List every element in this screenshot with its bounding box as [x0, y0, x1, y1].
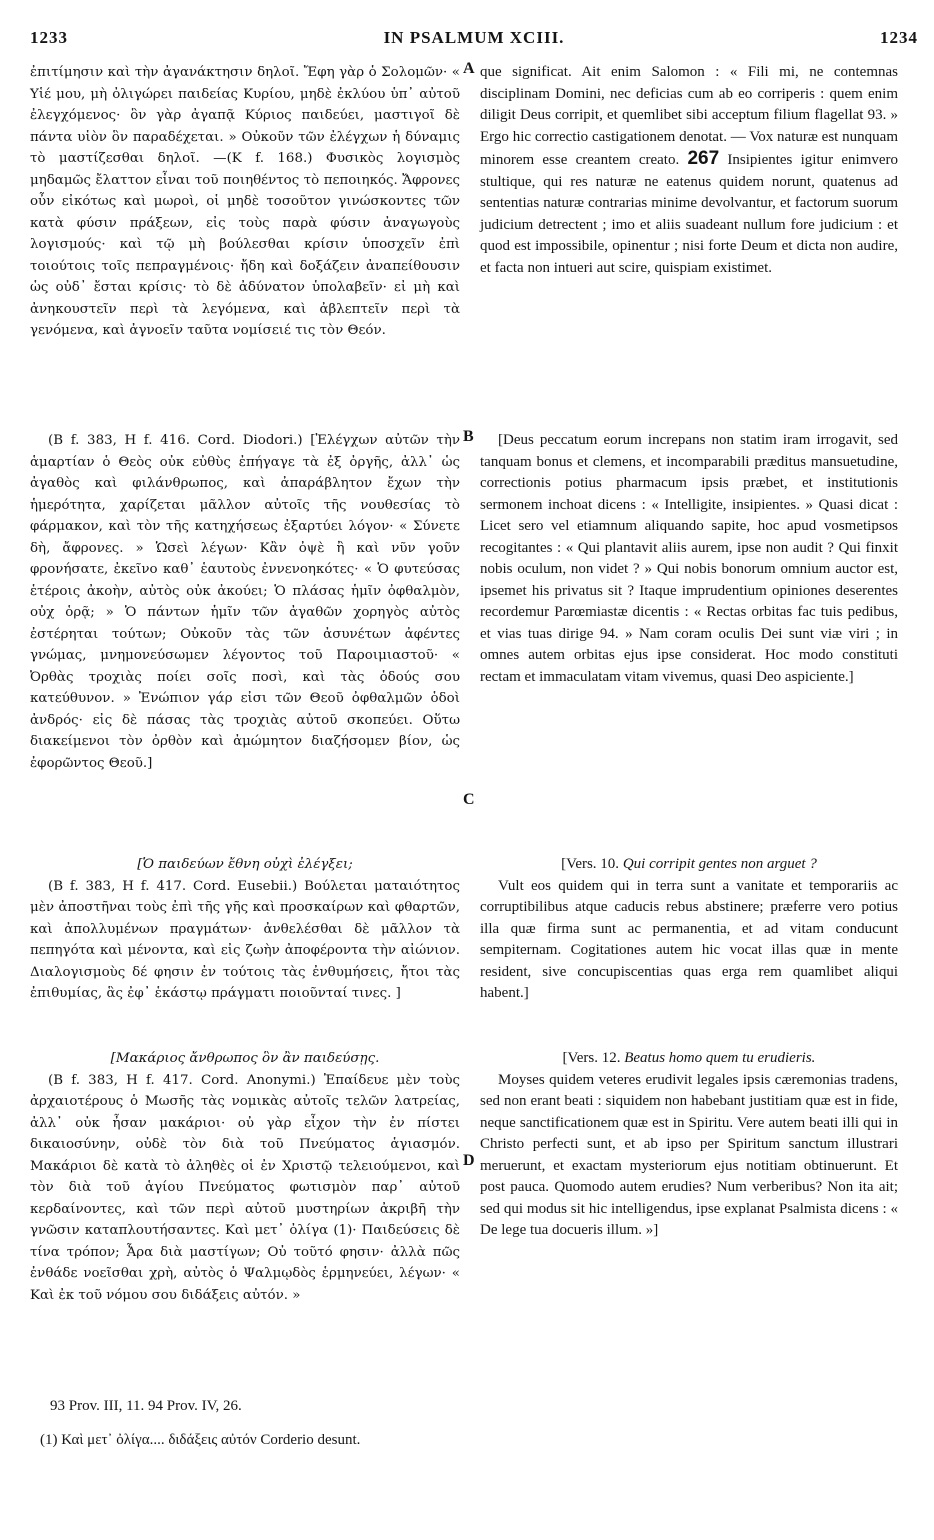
verse-ref: [Vers. 12.	[562, 1050, 621, 1066]
left-page-number: 1233	[30, 28, 68, 47]
page-header	[30, 28, 918, 54]
greek-verse-heading: [Μακάριος ἄνθρωπος ὃν ἂν παιδεύσῃς.	[110, 1051, 380, 1066]
greek-paragraph: (B f. 383, H f. 416. Cord. Diodori.) [Ἐλέγχων αὐτῶν τὴν ἁμαρτίαν ὁ Θεὸς οὐκ εὐθὺς ἐπήγαγε τὰ ἐξ ὀργῆς, ἀλλ᾿ ὡς ἀγαθὸς καὶ φιλάνθρωπος, καὶ ἀπαράβλητον ἔχων τὴν ἡμερότητα, χαρίζεται μᾶλλον αὐτοῖς τῆς νουθεσίας τὸ φάρμακον, καὶ τὸν τῆς κατηχήσεως ἐξαρτύει λόγον· « Σύνετε δὴ, ἄφρονες. » Ὡσεὶ λέγων· Κἂν ὀψὲ ἢ καὶ νῦν γοῦν φρονήσατε, ἐκεῖνο καθ᾿ ἑαυτοὺς ἐννενοηκότες· « Ὁ φυτεύσας ἑτέροις ἀκοὴν, αὐτὸς οὐκ ἀκούει; Ὁ πλάσας ἡμῖν ὀφθαλμὸν, οὐχ ὁρᾷ; » Ὁ πάντων ἡμῖν τῶν ἀγαθῶν χορηγὸς αὐτὸς ἐστέρηται τούτων; Οὐκοῦν τὰς τῶν ἀσυνέτων ἀφέντες γνώμας, μνημονεύσωμεν λέγοντος τοῦ Παροιμιαστοῦ· « Ὀρθὰς τροχιὰς ποίει σοῖς ποσὶ, καὶ τὰς ὁδούς σου κατεύθυνον. » Ἐνώπιον γάρ εἰσι τῶν Θεοῦ ὀφθαλμῶν ὁδοὶ ἀνδρός· εἰς δὲ πάσας τὰς τροχιὰς αὐτοῦ σκοπεύει. Οὕτω διακείμενοι τὸν ὀρθὸν καὶ ἀμώμητον διαζήσομεν βίον, ὡς ἐφορῶντος Θεοῦ.]	[30, 433, 460, 771]
right-page-number: 1234	[880, 28, 918, 47]
greek-paragraph: ἐπιτίμησιν καὶ τὴν ἀγανάκτησιν δηλοῖ. Ἔφη γὰρ ὁ Σολομῶν· « Υἱέ μου, μὴ ὀλιγώρει παιδείας Κυρίου, μηδὲ ἐκλύου ὑπ᾿ αὐτοῦ ἐλεγχόμενος· ὃν γὰρ ἀγαπᾷ Κύριος παιδεύει, μαστιγοῖ δὲ πάντα υἱὸν ὃν παραδέχεται. » Οὐκοῦν τῶν ἐλέγχων ἡ δύναμις τὸ μαστίζεσθαι δηλοῖ. —(K f. 168.) Φυσικὸς λογισμὸς μηδαμῶς ἔλαττον εἶναι τοῦ ποιηθέντος τὸ πεποιηκός. Ἄφρονες οὖν εἰκότως καὶ μωροὶ, οἱ μηδὲ τοσοῦτον γινώσκοντες τῶν κατὰ φύσιν πράξεων, εἰς τοὺς παρὰ φύσιν ἀναγωγοὺς λογισμούς· καὶ τῷ μὴ βούλεσθαι κρίσιν ὑποσχεῖν ἐπὶ τοιούτοις τοῖς πεπραγμένοις· ἤδη καὶ δοξάζειν ἀναπείθουσιν ὡς οὐδ᾿ ἔσται κρίσις· τὸ δὲ ἀδύνατον ὑπολαβεῖν· εἰ μὴ καὶ ἀνηκουστεῖν περὶ τὰ λεγόμενα, καὶ ἀβλεπτεῖν περὶ τὰ γενόμενα, καὶ ἀγνοεῖν ταῦτα νομίσειέ τις τὸν Θεόν.	[30, 65, 460, 338]
marker-a: A	[463, 60, 475, 77]
verse-ref: [Vers. 10.	[561, 856, 620, 872]
greek-verse-heading: [Ὁ παιδεύων ἔθνη οὐχὶ ἐλέγξει;	[137, 857, 353, 872]
verse-text: Beatus homo quem tu erudieris.	[624, 1050, 816, 1066]
latin-paragraph: Moyses quidem veteres erudivit legales ipsis cæremonias tradens, sed non erant beati : siquidem non habebant justitiam quæ est in fide, neque sanctificationem quæ est in Spiritu. Vere autem beati illi qui in Christo perfecti sunt, et ab ipso per Spiritum sanctum illustrari meruerunt, et exactam mysteriorum ejus notitiam obtinuerunt. Et post pauca. Quomodo autem erudies? Num verberibus? Non ita ait; sed qui modus sit hic intelligendus, ipse explanat Psalmista dicens : « De lege tua docueris illum. »]	[480, 1071, 898, 1238]
latin-verse-heading	[480, 1048, 898, 1070]
greek-block-2	[30, 430, 460, 774]
latin-text: Insipientes igitur enimvero stultique, qui res naturæ ne eatenus quidem norunt, quatenus ad sententias naturæ contrarias minime devolvantur, et factorum suorum judicium detrectent ; imo et aliis suadeant nullum fore judicium : et quod est impossibile, opinentur ; nisi forte Deum et dicta non audire, et facta non intueri aut scire, quispiam existimet.	[480, 152, 899, 276]
latin-block-2	[480, 430, 898, 688]
greek-paragraph: (B f. 383, H f. 417. Cord. Eusebii.) Βούλεται ματαιότητος μὲν ἀποστῆναι τοὺς ἐπὶ τῆς γῆς καὶ προσκαίρων καὶ φθαρτῶν, καὶ ἀπολλυμένων πραγμάτων· ἀνθελέσθαι δὲ μᾶλλον τὰ πεπηγότα καὶ μένοντα, καὶ εἰς ζωὴν ἀποφέροντα τὴν αἰώνιον. Διαλογισμοὺς δέ φησιν ἐν τούτοις τὰς ἐνθυμήσεις, ἤτοι τὰς ἐπιθυμίας, ἃς ἐφ᾿ ἑκάστῳ πράγματι ποιοῦνταί τινες. ]	[30, 878, 460, 1001]
latin-verse-heading	[480, 854, 898, 876]
latin-block-3	[480, 854, 898, 1005]
verse-text: Qui corripit gentes non arguet ?	[622, 856, 817, 872]
greek-block-1	[30, 62, 460, 342]
latin-paragraph: Vult eos quidem qui in terra sunt a vanitate et temporariis ac corruptibilibus atque caducis rebus abstinere; præferre vero potius illa quæ firma sunt ac permanentia, et ad vitam conducunt sempiternam. Cogitationes autem hic vocat illas quæ in mente resident, sive concupiscentias quas erga rem quamlibet aliqui habent.]	[480, 877, 898, 1001]
greek-paragraph: (B f. 383, H f. 417. Cord. Anonymi.) Ἐπαίδευε μὲν τοὺς ἀρχαιοτέρους ὁ Μωσῆς τὰς νομικὰς αὐτοῖς τελῶν λατρείας, ἀλλ᾿ οὐκ ἦσαν μακάριοι· οὐ γὰρ εἶχον τὴν ἐν πίστει δικαιοσύνην, οὐδὲ τὸν διὰ τοῦ Πνεύματος ἁγιασμόν. Μακάριοι δὲ κατὰ τὸ ἀληθὲς οἱ ἐν Χριστῷ τελειούμενοι, καὶ τὸν διὰ τοῦ ἁγίου Πνεύματος φωτισμὸν παρ᾿ αὐτοῦ κερδαίνοντες, καὶ τῶν περὶ αὐτοῦ μυστηρίων ἀκριβῆ τὴν γνῶσιν καταπλουτήσαντες. Καὶ μετ᾿ ὀλίγα (1)· Παιδεύσεις δὲ τίνα τρόπον; Ἆρα διὰ μαστίγων; Οὐ τοῦτό φησιν· ἀλλὰ πῶς ἐνθάδε νοεῖσθαι χρὴ, αὐτὸς ὁ Ψαλμῳδὸς ἑρμηνεύει, λέγων· « Καὶ ἐκ τοῦ νόμου σου διδάξεις αὐτόν. »	[30, 1072, 460, 1303]
latin-paragraph	[480, 62, 898, 279]
greek-block-4	[30, 1048, 460, 1306]
running-title: IN PSALMUM XCIII.	[383, 28, 565, 47]
marker-c: C	[463, 791, 475, 808]
latin-block-1	[480, 62, 898, 279]
latin-paragraph: [Deus peccatum eorum increpans non statim iram irrogavit, sed tanquam bonus et clemens, et incomparabili præditus mansuetudine, correctionis potius pharmacum ipsis præbet, et institutionis sermonem inchoat dicens : « Intelligite, insipientes. » Quasi dicat : Licet sero vel etiamnum aliquando sapite, hoc apud vosmetipsos recogitantes : « Qui plantavit aliis aurem, ipse non audit ? Qui finxit nobis oculum, non videt ? » Qui nobis bonorum omnium auctor est, ipsemet his privatus sit ? Itaque imprudentium opiniones deserentes recordemur Parœmiastæ dicentis : « Rectas orbitas fac tuis pedibus, et vias tuas dirige 94. » Nam coram oculis Dei sunt viæ viri ; in omnes autem orbitas ejus ipse considerat. Hoc modo constituti rectam et immaculatam vitam vivemus, quasi Deo aspiciente.]	[480, 432, 898, 685]
footnote-refs: 93 Prov. III, 11. 94 Prov. IV, 26.	[50, 1398, 242, 1414]
latin-text: que significat. Ait enim Salomon : « Fili mi, ne contemnas disciplinam Domini, nec deficias cum ab eo corriperis : quem enim diligit Deus corripit, et quemlibet sibi acceptum filium flagellat 93. » Ergo hic correctio castigationem denotat. — Vox naturæ est nunquam minorem esse creantem creato.	[480, 64, 898, 168]
footnote-1: (1) Καὶ μετ᾿ ὀλίγα.... διδάξεις αὐτόν Corderio desunt.	[40, 1432, 361, 1448]
marker-d: D	[463, 1152, 475, 1169]
latin-block-4	[480, 1048, 898, 1242]
greek-block-3	[30, 854, 460, 1005]
section-number: 267	[687, 148, 720, 169]
marker-b: B	[463, 428, 474, 445]
